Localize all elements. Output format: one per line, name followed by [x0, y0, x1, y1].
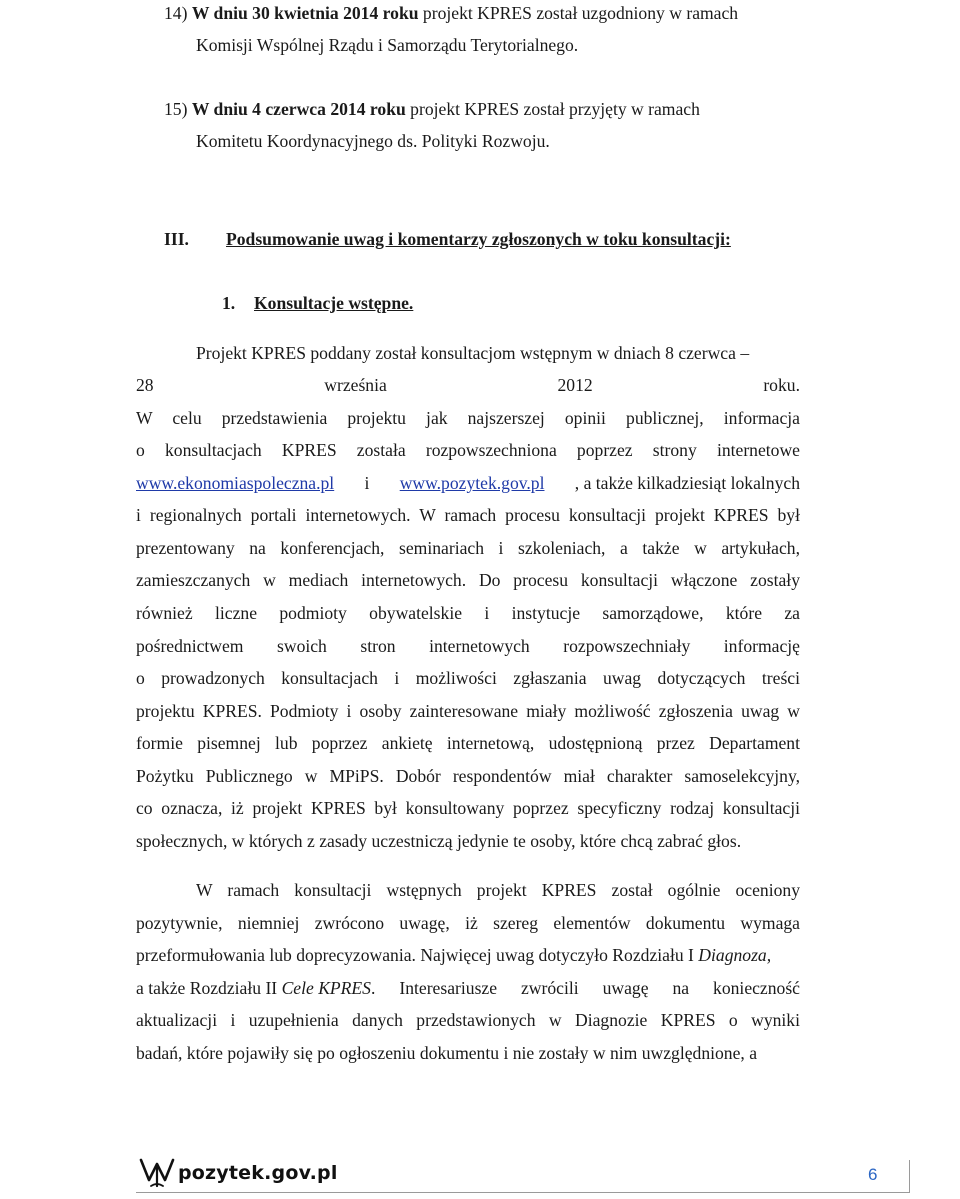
chapter-title-diagnoza: Diagnoza,	[698, 945, 772, 965]
date-year: 2012	[557, 375, 593, 395]
date-word: roku.	[763, 375, 800, 395]
subsection-title: Konsultacje wstępne.	[254, 293, 414, 313]
paragraph-2-line-4-text: a także Rozdziału II	[136, 978, 282, 998]
paragraph-2-line-4	[136, 978, 800, 999]
paragraph-2-line-5: aktualizacji i uzupełnienia danych przedstawionych w Diagnozie KPRES o wyniki	[136, 1010, 800, 1030]
paragraph-1-line-6: i regionalnych portali internetowych. W ramach procesu konsultacji projekt KPRES był	[136, 505, 800, 525]
chapter-title-cele: Cele KPRES	[281, 978, 371, 998]
list-item-text: projekt KPRES został uzgodniony w ramach	[418, 3, 739, 23]
footer-rule-horizontal	[136, 1192, 910, 1193]
list-item-14-line2: Komisji Wspólnej Rządu i Samorządu Terytorialnego.	[196, 35, 579, 55]
paragraph-2-line-1: W ramach konsultacji wstępnych projekt KPRES został ogólnie oceniony	[196, 880, 800, 900]
conjunction: i	[364, 473, 370, 493]
paragraph-1-line-2	[136, 375, 800, 396]
paragraph-1-line-15: co oznacza, iż projekt KPRES był konsultowany poprzez specyficzny rodzaj konsultacji	[136, 798, 800, 818]
footer-logo-text: pozytek.gov.pl	[178, 1162, 338, 1184]
pozytek-logo-icon	[137, 1150, 177, 1190]
paragraph-1-line-11: o prowadzonych konsultacjach i możliwości zgłaszania uwag dotyczących treści	[136, 668, 800, 688]
paragraph-1-line-10: pośrednictwem swoich stron internetowych rozpowszechniały informację	[136, 636, 800, 656]
paragraph-2-line-3	[136, 945, 771, 966]
paragraph-1-line-8: zamieszczanych w mediach internetowych. Do procesu konsultacji włączone zostały	[136, 570, 800, 590]
footer-rule-vertical	[909, 1160, 910, 1193]
list-item-14	[164, 3, 738, 24]
paragraph-1-line-9: również liczne podmioty obywatelskie i instytucje samorządowe, które za	[136, 603, 800, 623]
list-item-15	[164, 99, 700, 120]
page-number: 6	[868, 1165, 878, 1184]
paragraph-1-line-3: W celu przedstawienia projektu jak najszerszej opinii publicznej, informacja	[136, 408, 800, 428]
section-number: III.	[164, 229, 189, 249]
subsection-number: 1.	[222, 293, 236, 313]
date-day: 28	[136, 375, 154, 395]
paragraph-2-line-4-rest: . Interesariusze zwrócili uwagę na konieczność	[370, 978, 800, 998]
date-month: września	[324, 375, 387, 395]
list-item-number: 14)	[164, 3, 188, 23]
paragraph-1-line-16: społecznych, w których z zasady uczestniczą jedynie te osoby, które chcą zabrać głos.	[136, 831, 742, 851]
link-pozytek[interactable]: www.pozytek.gov.pl	[399, 473, 545, 493]
section-title: Podsumowanie uwag i komentarzy zgłoszonych w toku konsultacji:	[226, 229, 731, 249]
list-item-bold-date: W dniu 30 kwietnia 2014 roku	[191, 3, 419, 23]
paragraph-1-line-14: Pożytku Publicznego w MPiPS. Dobór respondentów miał charakter samoselekcyjny,	[136, 766, 800, 786]
paragraph-1-line-7: prezentowany na konferencjach, seminariach i szkoleniach, a także w artykułach,	[136, 538, 800, 558]
paragraph-1-line-13: formie pisemnej lub poprzez ankietę internetową, udostępnioną przez Departament	[136, 733, 800, 753]
paragraph-1-line-12: projektu KPRES. Podmioty i osoby zainteresowane miały możliwość zgłoszenia uwag w	[136, 701, 800, 721]
list-item-number: 15)	[164, 99, 188, 119]
list-item-bold-date: W dniu 4 czerwca 2014 roku	[191, 99, 406, 119]
link-ekonomiaspoleczna[interactable]: www.ekonomiaspoleczna.pl	[136, 473, 335, 493]
list-item-text: projekt KPRES został przyjęty w ramach	[405, 99, 700, 119]
paragraph-2-line-6: badań, które pojawiły się po ogłoszeniu dokumentu i nie zostały w nim uwzględnione, a	[136, 1043, 758, 1063]
paragraph-1-line-1: Projekt KPRES poddany został konsultacjom wstępnym w dniach 8 czerwca –	[196, 343, 750, 363]
paragraph-1-line-4: o konsultacjach KPRES została rozpowszechniona poprzez strony internetowe	[136, 440, 800, 460]
paragraph-2-line-2: pozytywnie, niemniej zwrócono uwagę, iż szereg elementów dokumentu wymaga	[136, 913, 800, 933]
list-item-15-line2: Komitetu Koordynacyjnego ds. Polityki Rozwoju.	[196, 131, 550, 151]
paragraph-2-line-3-text: przeformułowania lub doprecyzowania. Najwięcej uwag dotyczyło Rozdziału I	[136, 945, 699, 965]
paragraph-1-line-5-rest: , a także kilkadziesiąt lokalnych	[574, 473, 800, 493]
paragraph-1-line-5	[136, 473, 800, 494]
